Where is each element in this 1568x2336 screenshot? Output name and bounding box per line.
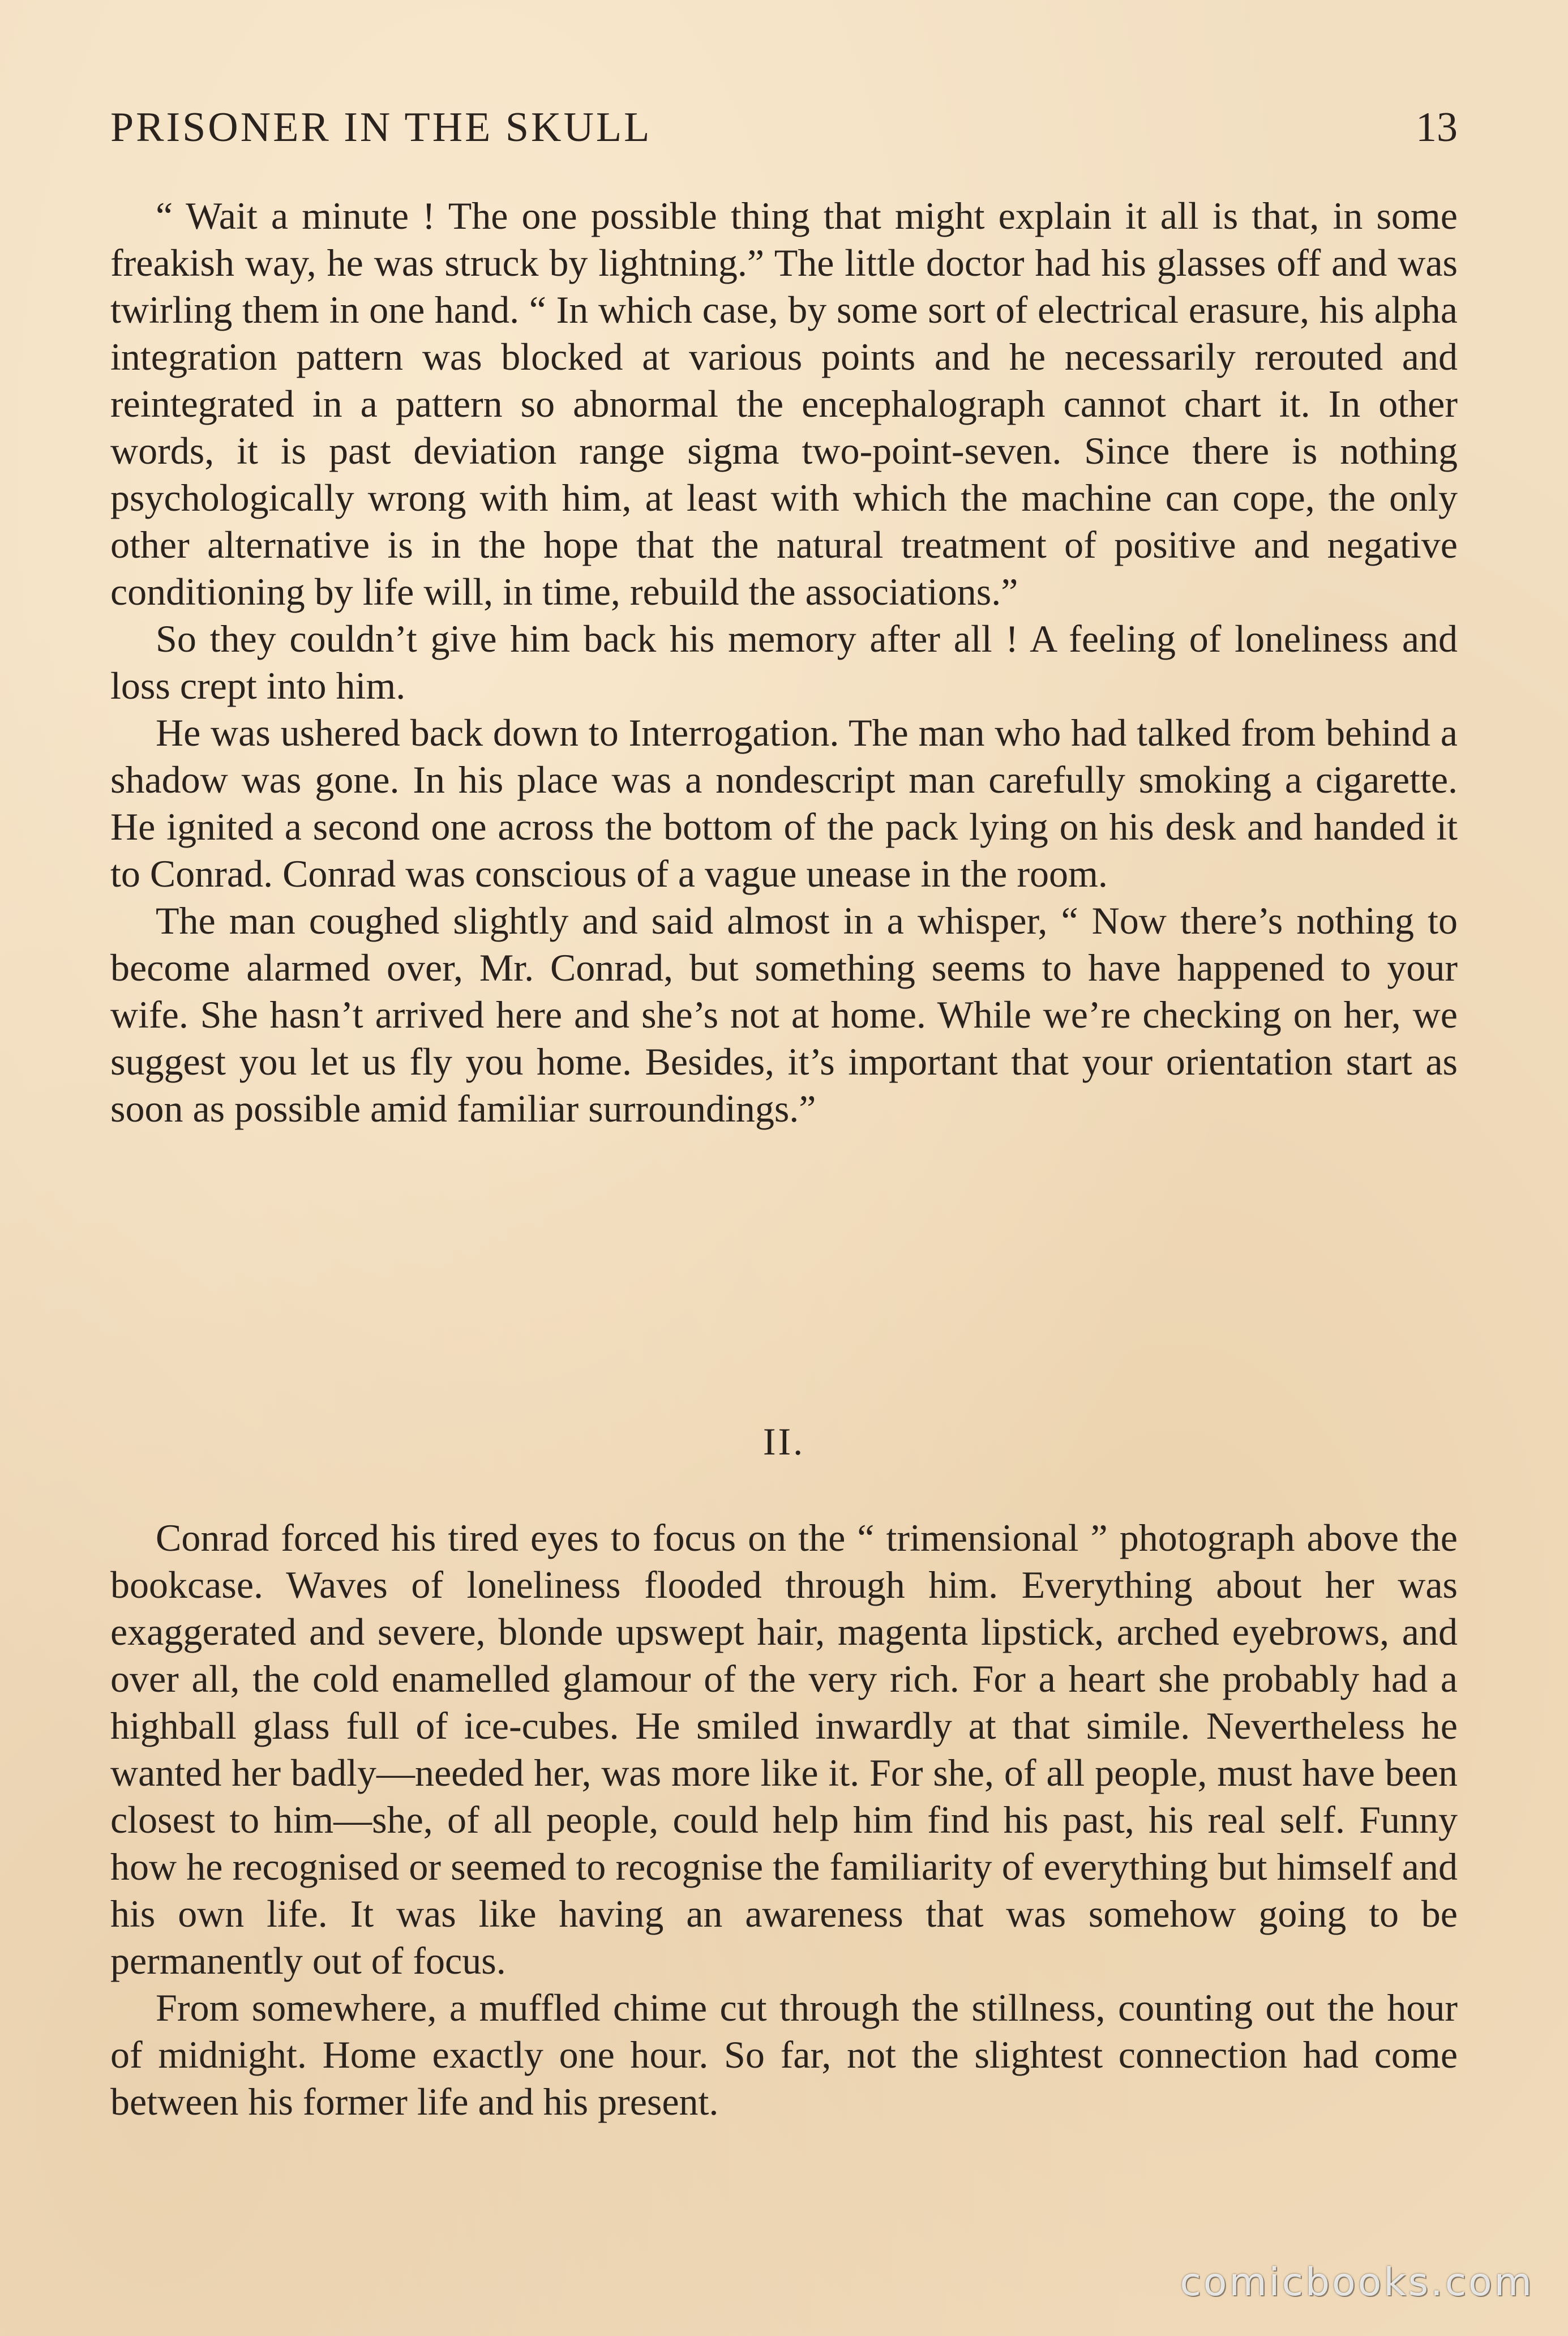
text-block-part1 — [110, 192, 1458, 1132]
watermark: comicbooks.com — [1180, 2260, 1534, 2305]
section-heading: II. — [762, 1420, 806, 1463]
paragraph-6: From somewhere, a muffled chime cut through the stillness, counting out the hour of midnight. Home exactly one hour. So far, not the slightest connection had come between his former life and his present. — [110, 1986, 1458, 2123]
paragraph-5: Conrad forced his tired eyes to focus on the “ trimensional ” photograph above the bookcase. Waves of loneliness flooded through him. Everything about her was exaggerated and severe, blonde upswept hair, magenta lipstick, arched eyebrows, and over all, the cold enamelled glamour of the very rich. For a heart she probably had a highball glass full of ice-cubes. He smiled inwardly at that simile. Nevertheless he wanted her badly—needed her, was more like it. For she, of all people, must have been closest to him—she, of all people, could help him find his past, his real self. Funny how he recognised or seemed to recognise the familiarity of everything but himself and his own life. It was like having an awareness that was somehow going to be permanently out of focus. — [110, 1516, 1458, 1982]
book-page — [110, 0, 1458, 2336]
running-head — [110, 99, 1458, 156]
text-block-part2 — [110, 1514, 1458, 2125]
page-number: 13 — [1416, 104, 1458, 151]
running-title: PRISONER IN THE SKULL — [110, 104, 652, 151]
paragraph-2: So they couldn’t give him back his memory after all ! A feeling of loneliness and loss crept into him. — [110, 617, 1458, 707]
paragraph-3: He was ushered back down to Interrogation. The man who had talked from behind a shadow was gone. In his place was a nondescript man carefully smoking a cigarette. He ignited a second one across the bottom of the pack lying on his desk and handed it to Conrad. Conrad was conscious of a vague unease in the room. — [110, 711, 1458, 895]
paragraph-4: The man coughed slightly and said almost in a whisper, “ Now there’s nothing to become alarmed over, Mr. Conrad, but something seems to have happened to your wife. She hasn’t arrived here and she’s not at home. While we’re checking on her, we suggest you let us fly you home. Besides, it’s important that your orientation start as soon as possible amid familiar surroundings.” — [110, 899, 1458, 1130]
paragraph-1: “ Wait a minute ! The one possible thing that might explain it all is that, in some freakish way, he was struck by lightning.” The little doctor had his glasses off and was twirling them in one hand. “ In which case, by some sort of electrical erasure, his alpha integration pattern was blocked at various points and he necessarily rerouted and reintegrated in a pattern so abnormal the encephalograph cannot chart it. In other words, it is past deviation range sigma two-point-seven. Since there is nothing psychologically wrong with him, at least with which the machine can cope, the only other alternative is in the hope that the natural treatment of positive and negative conditioning by life will, in time, rebuild the associations.” — [110, 194, 1458, 613]
